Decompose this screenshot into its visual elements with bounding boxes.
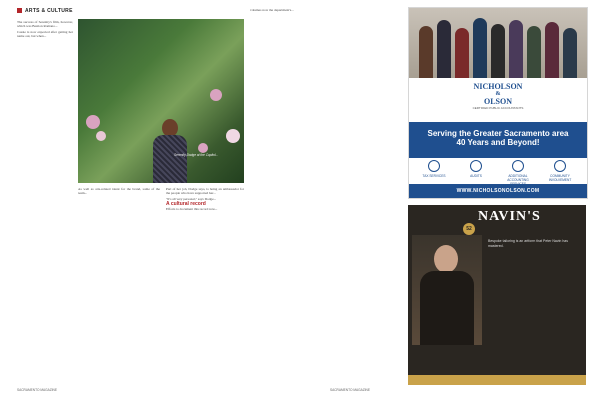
accounting-icon — [512, 160, 524, 172]
staff-figure — [473, 18, 487, 78]
banner-line2: 40 Years and Beyond! — [456, 138, 540, 147]
logo-amp: & — [495, 91, 501, 97]
section-marker — [17, 8, 22, 13]
subhead: A cultural record — [166, 201, 206, 208]
article-paragraph: Efforts to document this record now... — [166, 206, 218, 211]
nicholson-banner — [409, 122, 587, 158]
footer-right: SACRAMENTO MAGAZINE — [330, 388, 370, 392]
article-column-4 — [250, 8, 330, 380]
nicholson-logo — [455, 82, 541, 110]
service-label: TAX SERVICES — [422, 174, 446, 178]
staff-figure — [527, 26, 541, 78]
navins-badge: 52 — [463, 223, 475, 235]
article-paragraph: Cassie is now expected after getting her name out, but when... — [17, 29, 73, 39]
flower-shape — [198, 143, 208, 153]
staff-figure — [509, 20, 523, 78]
staff-figure — [563, 28, 577, 78]
service-community — [543, 160, 577, 182]
section-label-text: ARTS & CULTURE — [25, 8, 73, 14]
article-column-3 — [166, 187, 244, 379]
article-paragraph: As well as arts-related talent for the brand, some of the team... — [78, 187, 160, 196]
article-photo — [78, 19, 244, 183]
service-audits — [459, 160, 493, 178]
article-column-1 — [17, 20, 73, 380]
logo-line1: NICHOLSON — [473, 82, 523, 91]
photo-caption: Serenity Dodge at the Capitol... — [174, 153, 219, 157]
navins-portrait — [412, 235, 482, 345]
staff-figure — [455, 28, 469, 78]
staff-figure — [419, 26, 433, 78]
article-column-2 — [78, 187, 160, 379]
audit-icon — [470, 160, 482, 172]
section-label — [17, 8, 73, 14]
community-icon — [554, 160, 566, 172]
navins-title: NAVIN'S — [478, 209, 541, 224]
navins-address — [408, 375, 586, 385]
service-label: COMMUNITY INVOLVEMENT — [548, 174, 572, 182]
staff-figure — [437, 20, 451, 78]
service-label: ADDITIONAL ACCOUNTING — [507, 174, 529, 182]
portrait-body — [153, 135, 187, 183]
banner-line1: Serving the Greater Sacramento area — [427, 129, 569, 138]
flower-shape — [210, 89, 222, 101]
article-paragraph: "It's all very personal," says Dodge... — [166, 196, 217, 201]
flower-shape — [96, 131, 106, 141]
service-tax — [417, 160, 451, 178]
service-accounting — [501, 160, 535, 186]
ad-navins[interactable] — [408, 205, 586, 385]
nicholson-url[interactable]: WWW.NICHOLSONOLSON.COM — [409, 184, 587, 198]
staff-photo — [409, 8, 587, 78]
service-label: AUDITS — [470, 174, 482, 178]
staff-figure — [491, 24, 505, 78]
logo-line2: OLSON — [483, 97, 512, 106]
portrait-figure — [153, 119, 187, 183]
ad-nicholson-olson[interactable] — [408, 7, 588, 199]
flower-shape — [226, 129, 240, 143]
portrait-body — [420, 271, 474, 345]
footer-left: SACRAMENTO MAGAZINE — [17, 388, 57, 392]
article-paragraph: volumes now the department's... — [250, 8, 294, 12]
article-paragraph: Part of her job, Dodge says, is being an ambassador for the people who have supported her... — [166, 187, 244, 196]
navins-description: Bespoke tailoring is an artform that Peter Navin has mastered. — [488, 239, 568, 248]
flower-shape — [86, 115, 100, 129]
staff-figure — [545, 22, 559, 78]
article-paragraph: The success of Serenity's film, however, which was Bastion Romano... — [17, 20, 73, 29]
logo-sub: CERTIFIED PUBLIC ACCOUNTANTS — [472, 106, 524, 110]
tax-icon — [428, 160, 440, 172]
portrait-head — [434, 245, 458, 273]
